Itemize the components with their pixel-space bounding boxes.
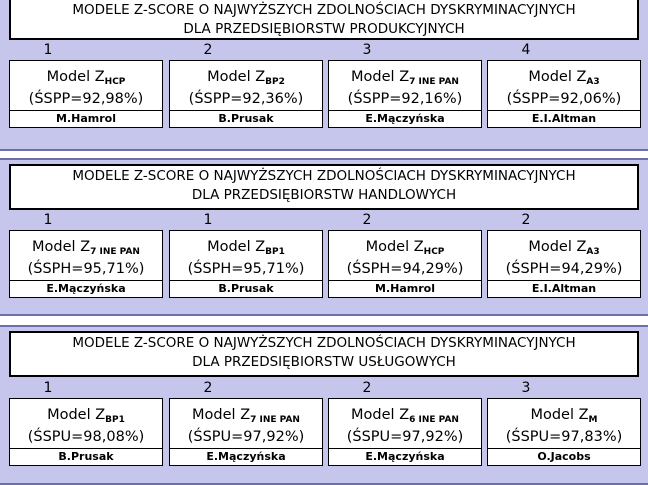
rank-number: 2 bbox=[362, 212, 372, 228]
model-prefix: Model Z bbox=[528, 239, 587, 255]
category-panel bbox=[0, 158, 648, 316]
panel-title-line1: MODELE Z-SCORE O NAJWYŻSZYCH ZDOLNOŚCIACH DYSKRYMINACYJNYCH bbox=[72, 168, 576, 184]
model-subscript: HCP bbox=[104, 77, 126, 87]
model-prefix: Model Z bbox=[207, 69, 266, 85]
model-prefix: Model Z bbox=[530, 407, 589, 423]
model-author: E.Mączyńska bbox=[170, 448, 322, 465]
model-prefix: Model Z bbox=[365, 239, 424, 255]
rank-number: 2 bbox=[203, 380, 213, 396]
panel-title-line2: DLA PRZEDSIĘBIORSTW HANDLOWYCH bbox=[191, 187, 457, 203]
model-author: O.Jacobs bbox=[488, 448, 640, 465]
model-name bbox=[170, 407, 322, 423]
model-name bbox=[488, 407, 640, 423]
panel-title-line1: MODELE Z-SCORE O NAJWYŻSZYCH ZDOLNOŚCIACH DYSKRYMINACYJNYCH bbox=[72, 2, 576, 18]
model-subscript: BP1 bbox=[105, 415, 125, 425]
model-card bbox=[169, 60, 323, 128]
model-name bbox=[170, 69, 322, 85]
model-subscript: A3 bbox=[586, 247, 600, 257]
model-score: (ŚSPU=97,92%) bbox=[346, 429, 464, 445]
model-name bbox=[329, 239, 481, 255]
model-score: (ŚSPU=98,08%) bbox=[27, 429, 145, 445]
panel-title bbox=[9, 331, 639, 377]
model-subscript: M bbox=[588, 415, 598, 425]
model-author: E.Mączyńska bbox=[10, 280, 162, 297]
model-card bbox=[9, 230, 163, 298]
model-score: (ŚSPH=94,29%) bbox=[505, 261, 623, 277]
category-panel bbox=[0, 325, 648, 485]
model-card bbox=[169, 230, 323, 298]
rank-number: 1 bbox=[43, 212, 53, 228]
model-author: B.Prusak bbox=[10, 448, 162, 465]
panel-title-line2: DLA PRZEDSIĘBIORSTW USŁUGOWYCH bbox=[192, 354, 456, 370]
model-subscript: BP2 bbox=[265, 77, 285, 87]
model-author: E.Mączyńska bbox=[329, 110, 481, 127]
rank-number: 1 bbox=[43, 42, 53, 58]
model-score: (ŚSPP=92,98%) bbox=[28, 91, 144, 107]
model-name bbox=[10, 69, 162, 85]
model-score: (ŚSPH=95,71%) bbox=[27, 261, 145, 277]
model-author: M.Hamrol bbox=[10, 110, 162, 127]
rank-number: 4 bbox=[521, 42, 531, 58]
model-name bbox=[488, 69, 640, 85]
panel-title-line2: DLA PRZEDSIĘBIORSTW PRODUKCYJNYCH bbox=[183, 21, 465, 37]
model-card bbox=[328, 230, 482, 298]
model-card bbox=[487, 398, 641, 466]
rank-number: 2 bbox=[203, 42, 213, 58]
model-subscript: A3 bbox=[586, 77, 600, 87]
model-subscript: 7 INE PAN bbox=[409, 77, 459, 87]
model-card bbox=[328, 60, 482, 128]
model-prefix: Model Z bbox=[32, 239, 91, 255]
model-prefix: Model Z bbox=[351, 69, 410, 85]
model-prefix: Model Z bbox=[351, 407, 410, 423]
rank-number: 1 bbox=[203, 212, 213, 228]
model-score: (ŚSPH=95,71%) bbox=[187, 261, 305, 277]
model-card bbox=[9, 398, 163, 466]
model-score: (ŚSPH=94,29%) bbox=[346, 261, 464, 277]
model-subscript: 7 INE PAN bbox=[250, 415, 300, 425]
panel-title bbox=[9, 0, 639, 40]
rank-number: 2 bbox=[362, 380, 372, 396]
model-author: E.I.Altman bbox=[488, 110, 640, 127]
model-prefix: Model Z bbox=[46, 69, 105, 85]
model-author: E.I.Altman bbox=[488, 280, 640, 297]
model-score: (ŚSPU=97,83%) bbox=[505, 429, 623, 445]
model-author: B.Prusak bbox=[170, 280, 322, 297]
model-score: (ŚSPP=92,16%) bbox=[347, 91, 463, 107]
model-subscript: HCP bbox=[423, 247, 445, 257]
model-author: M.Hamrol bbox=[329, 280, 481, 297]
model-prefix: Model Z bbox=[47, 407, 106, 423]
category-panel bbox=[0, 0, 648, 151]
model-score: (ŚSPP=92,36%) bbox=[188, 91, 304, 107]
model-subscript: BP1 bbox=[265, 247, 285, 257]
model-subscript: 6 INE PAN bbox=[409, 415, 459, 425]
model-subscript: 7 INE PAN bbox=[90, 247, 140, 257]
model-card bbox=[9, 60, 163, 128]
model-card bbox=[169, 398, 323, 466]
model-score: (ŚSPU=97,92%) bbox=[187, 429, 305, 445]
model-prefix: Model Z bbox=[207, 239, 266, 255]
rank-number: 3 bbox=[521, 380, 531, 396]
model-name bbox=[170, 239, 322, 255]
model-name bbox=[10, 239, 162, 255]
panel-title-line1: MODELE Z-SCORE O NAJWYŻSZYCH ZDOLNOŚCIACH DYSKRYMINACYJNYCH bbox=[72, 335, 576, 351]
model-score: (ŚSPP=92,06%) bbox=[506, 91, 622, 107]
panel-title bbox=[9, 164, 639, 210]
model-card bbox=[487, 60, 641, 128]
model-name bbox=[488, 239, 640, 255]
model-author: E.Mączyńska bbox=[329, 448, 481, 465]
model-name bbox=[329, 407, 481, 423]
model-prefix: Model Z bbox=[192, 407, 251, 423]
model-name bbox=[329, 69, 481, 85]
model-card bbox=[328, 398, 482, 466]
rank-number: 3 bbox=[362, 42, 372, 58]
rank-number: 1 bbox=[43, 380, 53, 396]
model-card bbox=[487, 230, 641, 298]
model-name bbox=[10, 407, 162, 423]
model-prefix: Model Z bbox=[528, 69, 587, 85]
rank-number: 2 bbox=[521, 212, 531, 228]
model-author: B.Prusak bbox=[170, 110, 322, 127]
